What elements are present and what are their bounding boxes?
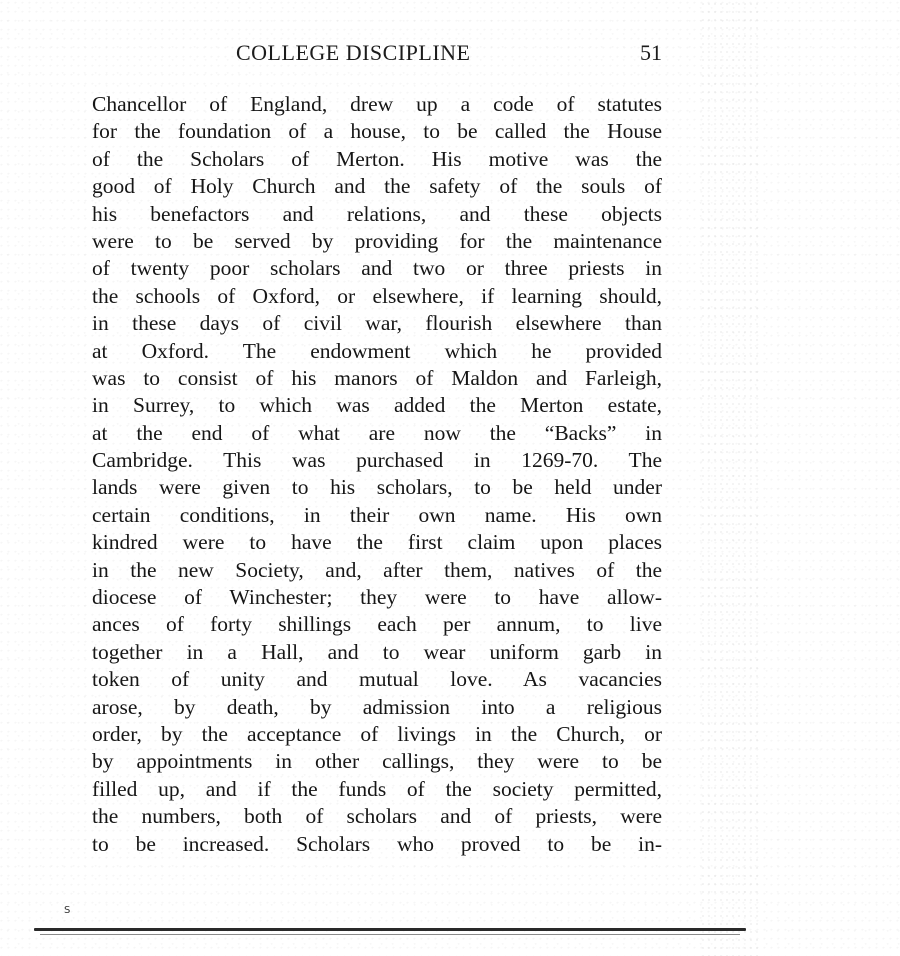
running-header — [92, 40, 662, 70]
body-text — [92, 91, 662, 858]
text-line: Cambridge. This was purchased in 1269-70. The — [92, 448, 662, 473]
running-title: COLLEGE DISCIPLINE — [236, 40, 471, 65]
text-line: at Oxford. The endowment which he provided — [92, 338, 662, 363]
text-line: filled up, and if the funds of the society permitted, — [92, 776, 662, 801]
text-line: the numbers, both of scholars and of priests, were — [92, 804, 662, 829]
page-number: 51 — [640, 40, 662, 65]
text-line: Chancellor of England, drew up a code of statutes — [92, 92, 662, 116]
scan-noise — [700, 0, 760, 956]
text-line: of twenty poor scholars and two or three priests in — [92, 256, 662, 281]
text-line: together in a Hall, and to wear uniform garb in — [92, 639, 662, 664]
text-line: the schools of Oxford, or elsewhere, if learning should, — [92, 283, 662, 308]
text-line: good of Holy Church and the safety of the souls of — [92, 174, 662, 199]
text-line: in the new Society, and, after them, natives of the — [92, 557, 662, 582]
text-line: token of unity and mutual love. As vacancies — [92, 667, 662, 692]
text-line: arose, by death, by admission into a religious — [92, 694, 662, 719]
text-line: in Surrey, to which was added the Merton estate, — [92, 393, 662, 418]
text-line: kindred were to have the first claim upon places — [92, 530, 662, 555]
footer-rule-thin — [40, 934, 740, 935]
footer-rule — [34, 928, 746, 931]
text-line: in these days of civil war, flourish elsewhere than — [92, 311, 662, 336]
text-line: diocese of Winchester; they were to have allow- — [92, 585, 662, 610]
text-line: ances of forty shillings each per annum, to live — [92, 612, 662, 637]
text-line: his benefactors and relations, and these objects — [92, 201, 662, 226]
text-line: at the end of what are now the “Backs” in — [92, 420, 662, 445]
text-line: order, by the acceptance of livings in the Church, or — [92, 721, 662, 746]
text-line: were to be served by providing for the maintenance — [92, 228, 662, 253]
text-line: was to consist of his manors of Maldon and Farleigh, — [92, 365, 662, 390]
text-line: by appointments in other callings, they were to be — [92, 749, 662, 774]
signature-mark: S — [64, 905, 71, 916]
text-line: certain conditions, in their own name. His own — [92, 502, 662, 527]
text-line: of the Scholars of Merton. His motive was the — [92, 146, 662, 171]
text-line: for the foundation of a house, to be called the House — [92, 119, 662, 144]
text-line: to be increased. Scholars who proved to be in- — [92, 831, 662, 856]
text-line: lands were given to his scholars, to be held under — [92, 475, 662, 500]
